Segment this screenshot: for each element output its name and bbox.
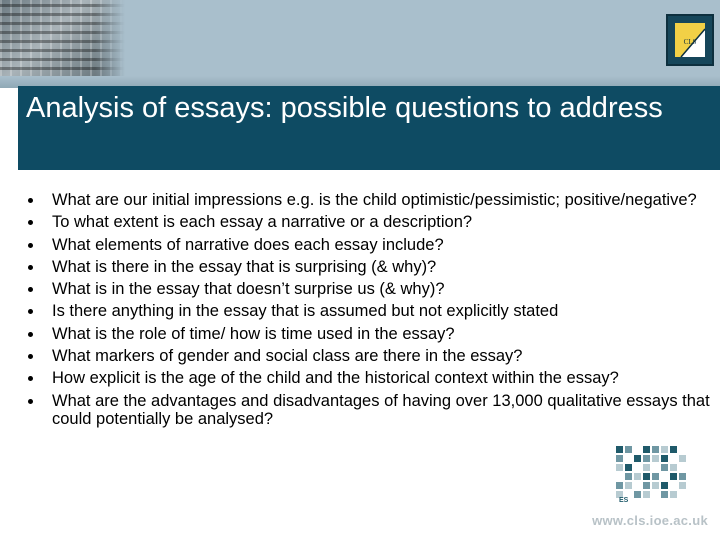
grid-logo-cell bbox=[652, 455, 659, 462]
grid-logo-cell bbox=[625, 464, 632, 471]
grid-logo-cell bbox=[679, 482, 686, 489]
bullet-dot-icon bbox=[28, 287, 33, 292]
bullet-item bbox=[28, 258, 718, 276]
bullet-dot-icon bbox=[28, 220, 33, 225]
bullet-text: What are the advantages and disadvantages of having over 13,000 qualitative essays that could potentially be analysed? bbox=[52, 391, 710, 428]
bullet-text: What are our initial impressions e.g. is the child optimistic/pessimistic; positive/negative? bbox=[52, 191, 697, 209]
grid-logo-cell bbox=[661, 464, 668, 471]
bullet-text: What is the role of time/ how is time used in the essay? bbox=[52, 324, 455, 343]
bullet-text: What markers of gender and social class are there in the essay? bbox=[52, 347, 523, 366]
grid-logo-cell bbox=[643, 446, 650, 453]
bullet-dot-icon bbox=[28, 354, 33, 359]
bullet-dot-icon bbox=[28, 243, 33, 248]
bullet-dot-icon bbox=[28, 198, 33, 203]
grid-logo-cell bbox=[661, 455, 668, 462]
grid-logo-cell bbox=[625, 482, 632, 489]
cls-logo bbox=[666, 14, 714, 66]
bullet-item bbox=[28, 325, 718, 343]
grid-logo-cell bbox=[652, 446, 659, 453]
banner-band bbox=[125, 0, 720, 88]
grid-logo-cell bbox=[652, 482, 659, 489]
bullet-item bbox=[28, 280, 718, 298]
bullet-item bbox=[28, 302, 718, 320]
bullet-item bbox=[28, 213, 718, 231]
grid-logo-label: ES bbox=[619, 497, 629, 504]
grid-logo-cell bbox=[616, 455, 623, 462]
bullet-list bbox=[28, 191, 718, 432]
bullet-text: What elements of narrative does each essay include? bbox=[52, 235, 444, 254]
grid-logo-cell bbox=[670, 491, 677, 498]
title-bar bbox=[18, 86, 720, 170]
bullet-item bbox=[28, 236, 718, 254]
grid-logo-cell bbox=[670, 464, 677, 471]
grid-logo-cell bbox=[616, 464, 623, 471]
grid-logo-cell bbox=[643, 464, 650, 471]
grid-logo-cell bbox=[643, 482, 650, 489]
grid-logo-cell bbox=[634, 455, 641, 462]
bullet-dot-icon bbox=[28, 309, 33, 314]
grid-logo-cell bbox=[643, 455, 650, 462]
grid-logo-cell bbox=[643, 491, 650, 498]
grid-logo-cell bbox=[670, 446, 677, 453]
grid-logo-cell bbox=[616, 482, 623, 489]
grid-logo-cell bbox=[652, 473, 659, 480]
grid-logo-cell bbox=[661, 446, 668, 453]
bullet-dot-icon bbox=[28, 265, 33, 270]
grid-logo-cell bbox=[661, 491, 668, 498]
grid-logo-cell bbox=[679, 473, 686, 480]
bullet-item bbox=[28, 347, 718, 365]
bullet-text: To what extent is each essay a narrative or a description? bbox=[52, 213, 473, 232]
footer-url: www.cls.ioe.ac.uk bbox=[592, 513, 708, 528]
grid-logo-cell bbox=[670, 473, 677, 480]
grid-logo-cell bbox=[634, 473, 641, 480]
bullet-text: Is there anything in the essay that is assumed but not explicitly stated bbox=[52, 302, 559, 321]
bullet-dot-icon bbox=[28, 399, 33, 404]
grid-logo-cell bbox=[616, 446, 623, 453]
bullet-dot-icon bbox=[28, 332, 33, 337]
cls-logo-text: CLS bbox=[683, 38, 697, 46]
grid-logo-cell bbox=[679, 455, 686, 462]
grid-logo-cell bbox=[625, 446, 632, 453]
bullet-text: How explicit is the age of the child and the historical context within the essay? bbox=[52, 369, 619, 388]
bullet-item bbox=[28, 392, 718, 428]
grid-logo-cell bbox=[661, 482, 668, 489]
bullet-text: What is there in the essay that is surprising (& why)? bbox=[52, 257, 437, 276]
bullet-item bbox=[28, 191, 718, 209]
cls-logo-inner bbox=[675, 23, 705, 57]
grid-logo-cell bbox=[625, 473, 632, 480]
grid-logo-cell bbox=[634, 491, 641, 498]
cls-logo-icon bbox=[675, 23, 705, 57]
slide-title: Analysis of essays: possible questions to address bbox=[26, 92, 663, 124]
bullet-item bbox=[28, 369, 718, 387]
grid-logo-cell bbox=[643, 473, 650, 480]
bullet-text: What is in the essay that doesn’t surprise us (& why)? bbox=[52, 280, 445, 299]
bullet-dot-icon bbox=[28, 376, 33, 381]
banner-building-photo bbox=[0, 0, 125, 88]
